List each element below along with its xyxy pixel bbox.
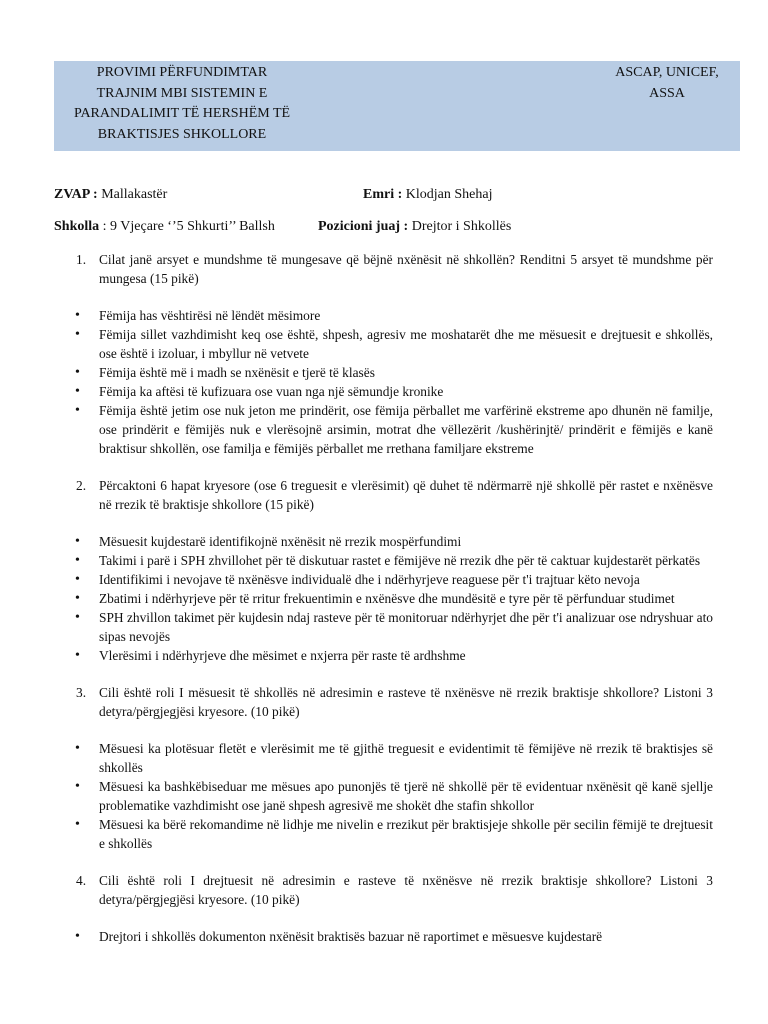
answer-item <box>54 570 713 589</box>
answer-item <box>54 363 713 382</box>
bullet-icon: • <box>75 553 80 568</box>
zvap-label: ZVAP : <box>54 187 98 202</box>
question-text: Cilat janë arsyet e mundshme të mungesave që bëjnë nxënësit në shkollën? Renditni 5 arsyet të mundshme për mungesa (15 pikë) <box>99 252 713 286</box>
answer-text: Drejtori i shkollës dokumenton nxënësit braktisës bazuar në raportimet e mësuesve kujdestarë <box>99 929 603 944</box>
answer-list-4 <box>54 927 713 946</box>
bullet-icon: • <box>75 534 80 549</box>
question-2 <box>54 476 713 514</box>
exam-title-line: PROVIMI PËRFUNDIMTAR <box>96 65 268 80</box>
exam-title <box>62 63 302 145</box>
question-number: 2. <box>76 478 87 493</box>
answer-text: Fëmija sillet vazhdimisht keq ose është, shpesh, agresiv me moshatarët dhe me mësuesit e drejtuesit e shkollës, ose është i izoluar, i mbyllur në vetvete <box>99 327 713 361</box>
organizations <box>602 63 732 104</box>
bullet-icon: • <box>75 779 80 794</box>
position-value: Drejtor i Shkollës <box>408 219 512 234</box>
answer-item <box>54 777 713 815</box>
question-number: 3. <box>76 685 87 700</box>
organizations-line: ASSA <box>649 85 685 101</box>
answer-text: Mësuesi ka bërë rekomandime në lidhje me nivelin e rrezikut për braktisjeje shkolle për secilin fëmijë te drejtuesit e shkollës <box>99 817 713 851</box>
answer-item <box>54 382 713 401</box>
position-field <box>318 219 511 235</box>
answer-text: Fëmija është jetim ose nuk jeton me prindërit, ose fëmija përballet me varfërinë ekstreme apo dhunën në familje, ose prindërit e fëmijës nuk e vlerësojnë arsimin, motrat dhe vëllezërit /kushërinjtë/ prindërit e fëmijës e kanë braktisur shkollën, ose familja e fëmijës përballet me rrethana familjare ekstreme <box>99 403 713 456</box>
bullet-icon: • <box>75 384 80 399</box>
bullet-icon: • <box>75 610 80 625</box>
school-label: Shkolla <box>54 219 100 234</box>
answer-item <box>54 532 713 551</box>
answer-item <box>54 401 713 458</box>
question-text: Cili është roli I mësuesit të shkollës në adresimin e rasteve të nxënësve në rrezik braktisje shkollore? Listoni 3 detyra/përgjegjësi kryesore. (10 pikë) <box>99 685 713 719</box>
answer-text: Mësuesi ka bashkëbiseduar me mësues apo punonjës të tjerë në shkollë për të evidentuar nxënësit që kanë sjellje problematike vazhdimisht ose janë shpesh agresivë me shokët dhe stafin shkollor <box>99 779 713 813</box>
answer-item <box>54 608 713 646</box>
school-field <box>54 219 275 235</box>
school-value: : 9 Vjeçare ‘’5 Shkurti’’ Ballsh <box>99 219 275 234</box>
bullet-icon: • <box>75 648 80 663</box>
answer-item <box>54 325 713 363</box>
question-number: 1. <box>76 252 87 267</box>
answer-text: Vlerësimi i ndërhyrjeve dhe mësimet e nxjerra për raste të ardhshme <box>99 648 466 663</box>
answer-list-2 <box>54 532 713 665</box>
answer-text: Fëmija has vështirësi në lëndët mësimore <box>99 308 321 323</box>
answer-text: Fëmija ka aftësi të kufizuara ose vuan nga një sëmundje kronike <box>99 384 444 399</box>
answer-item <box>54 551 713 570</box>
question-3 <box>54 683 713 721</box>
exam-title-line: BRAKTISJES SHKOLLORE <box>97 126 267 142</box>
answer-text: Takimi i parë i SPH zhvillohet për të diskutuar rastet e fëmijëve në rrezik dhe për të caktuar kujdestarët përkatës <box>99 553 701 568</box>
name-label: Emri : <box>363 187 403 202</box>
zvap-value: Mallakastër <box>97 187 168 202</box>
question-4 <box>54 871 713 909</box>
answer-item <box>54 815 713 853</box>
answer-text: Zbatimi i ndërhyrjeve për të rritur frekuentimin e nxënësve dhe mundësitë e tyre për të përfunduar studimet <box>99 591 675 606</box>
exam-title-line: PARANDALIMIT TË HERSHËM TË <box>73 106 291 121</box>
question-text: Përcaktoni 6 hapat kryesore (ose 6 treguesit e vlerësimit) që duhet të ndërmarrë një shkollë për rastet e nxënësve në rrezik të braktisje shkollore (15 pikë) <box>99 478 713 512</box>
bullet-icon: • <box>75 741 80 756</box>
bullet-icon: • <box>75 327 80 342</box>
name-field <box>363 187 492 203</box>
answer-item <box>54 927 713 946</box>
bullet-icon: • <box>75 365 80 380</box>
position-label: Pozicioni juaj : <box>318 219 409 234</box>
bullet-icon: • <box>75 572 80 587</box>
organizations-line: ASCAP, UNICEF, <box>615 65 719 80</box>
answer-item <box>54 589 713 608</box>
answer-text: Identifikimi i nevojave të nxënësve individualë dhe i ndërhyrjeve reaguese për t'i trajtuar këto nevoja <box>99 572 640 587</box>
zvap-field <box>54 187 167 203</box>
question-1 <box>54 250 713 288</box>
question-text: Cili është roli I drejtuesit në adresimin e rasteve të nxënësve në rrezik braktisje shkollore? Listoni 3 detyra/përgjegjësi kryesore. (10 pikë) <box>99 873 713 907</box>
exam-content <box>54 250 713 964</box>
answer-list-1 <box>54 306 713 458</box>
name-value: Klodjan Shehaj <box>402 187 493 202</box>
bullet-icon: • <box>75 817 80 832</box>
answer-text: Fëmija është më i madh se nxënësit e tjerë të klasës <box>99 365 375 380</box>
answer-item <box>54 646 713 665</box>
exam-title-line: TRAJNIM MBI SISTEMIN E <box>96 85 268 101</box>
bullet-icon: • <box>75 403 80 418</box>
bullet-icon: • <box>75 591 80 606</box>
bullet-icon: • <box>75 308 80 323</box>
bullet-icon: • <box>75 929 80 944</box>
answer-text: Mësuesit kujdestarë identifikojnë nxënësit në rrezik mospërfundimi <box>99 534 462 549</box>
answer-item <box>54 739 713 777</box>
answer-list-3 <box>54 739 713 853</box>
exam-header <box>54 61 740 151</box>
answer-text: Mësuesi ka plotësuar fletët e vlerësimit me të gjithë treguesit e evidentimit të fëmijëve në rrezik të braktisjes së shkollës <box>99 741 713 775</box>
answer-item <box>54 306 713 325</box>
question-number: 4. <box>76 873 87 888</box>
answer-text: SPH zhvillon takimet për kujdesin ndaj rasteve për të monitoruar ndërhyrjet dhe për t'i analizuar ose ndryshuar ato sipas nevojës <box>99 610 713 644</box>
